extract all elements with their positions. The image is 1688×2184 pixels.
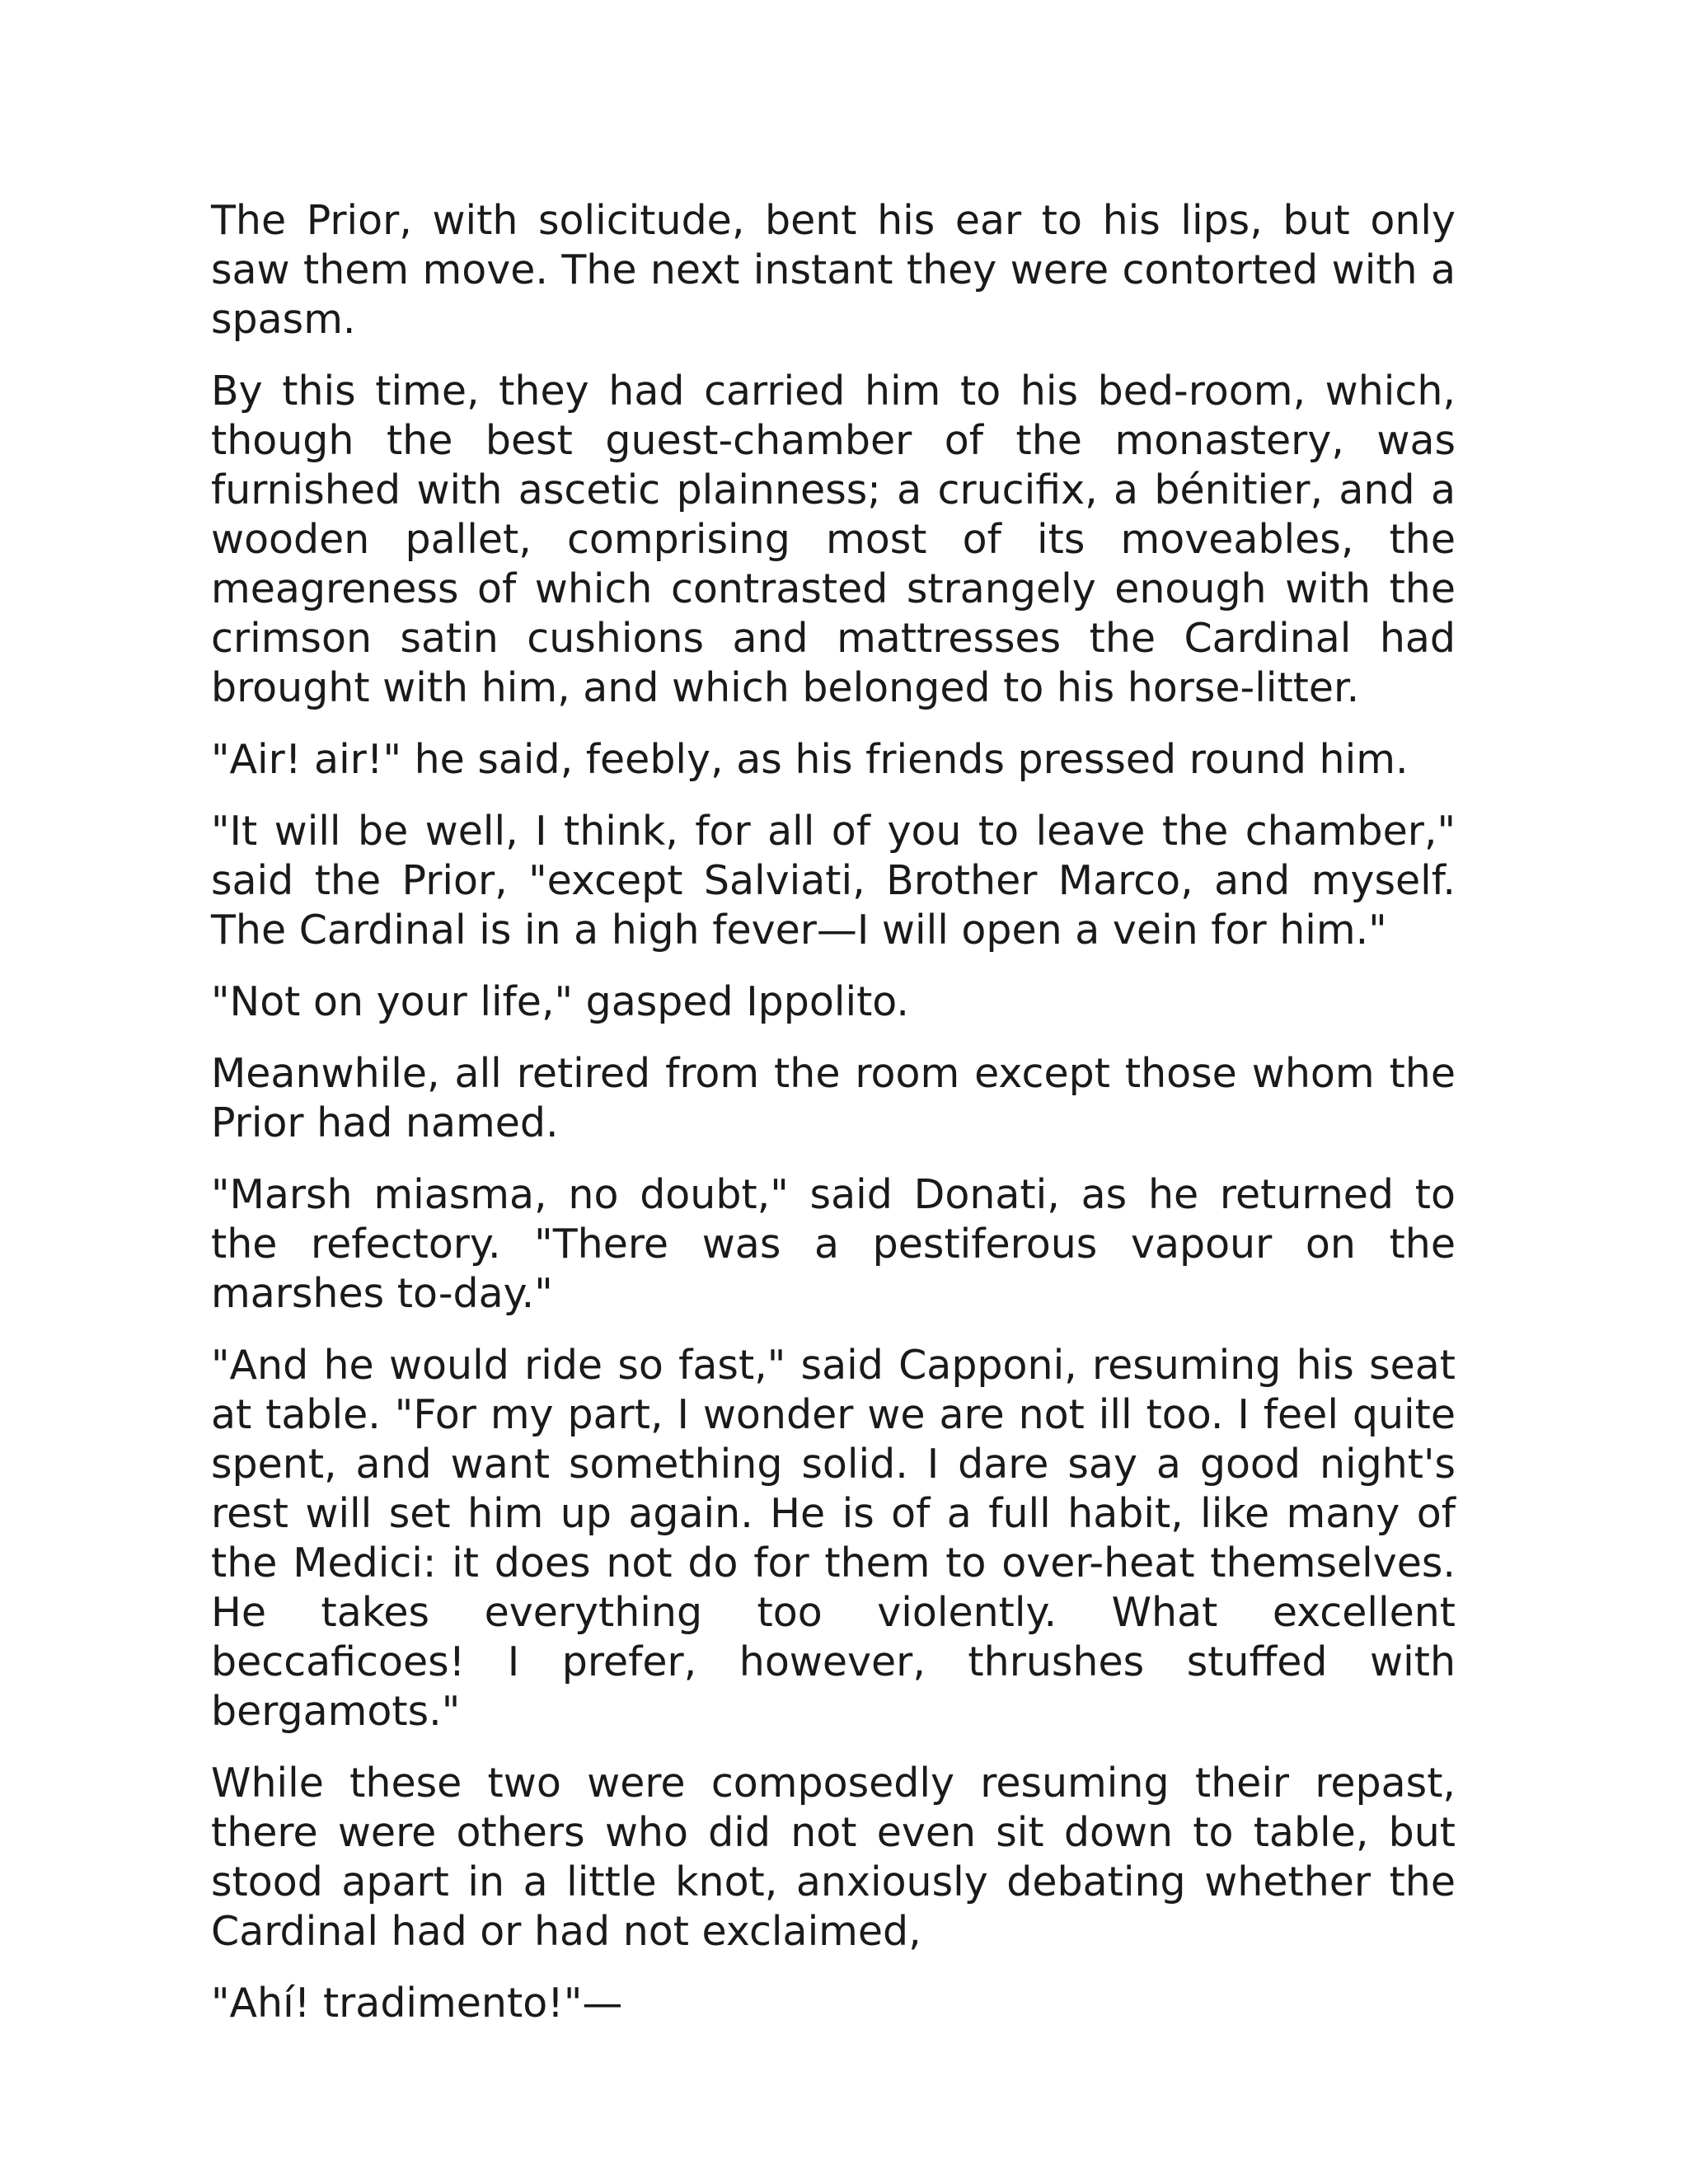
paragraph-4: "It will be well, I think, for all of you to leave the chamber," said the Prior, "except Salviati, Brother Marco, and myself. The Cardinal is in a high fever—I will open a vein for him." — [211, 808, 1456, 954]
paragraph-5: "Not on your life," gasped Ippolito. — [211, 978, 909, 1025]
paragraph-6: Meanwhile, all retired from the room except those whom the Prior had named. — [211, 1050, 1456, 1146]
paragraph-7: "Marsh miasma, no doubt," said Donati, as he returned to the refectory. "There was a pestiferous vapour on the marshes to-day." — [211, 1171, 1456, 1317]
paragraph-3: "Air! air!" he said, feebly, as his friends pressed round him. — [211, 736, 1409, 783]
paragraph-10: "Ahí! tradimento!"— — [211, 1980, 623, 2027]
paragraph-8: "And he would ride so fast," said Capponi, resuming his seat at table. "For my part, I wonder we are not ill too. I feel quite spent, and want something solid. I dare say a good night's rest will set him up again. He is of a full habit, like many of the Medici: it does not do for them to over-heat themselves. He takes everything too violently. What excellent beccaficoes! I prefer, however, thrushes stuffed with bergamots." — [211, 1342, 1456, 1735]
paragraph-2: By this time, they had carried him to his bed-room, which, though the best guest-chamber of the monastery, was furnished with ascetic plainness; a crucifix, a bénitier, and a wooden pallet, comprising most of its moveables, the meagreness of which contrasted strangely enough with the crimson satin cushions and mattresses the Cardinal had brought with him, and which belonged to his horse-litter. — [211, 368, 1456, 711]
paragraph-1: The Prior, with solicitude, bent his ear to his lips, but only saw them move. The next instant they were contorted with a spasm. — [211, 197, 1456, 343]
page-body — [211, 196, 1456, 2050]
paragraph-9: While these two were composedly resuming their repast, there were others who did not even sit down to table, but stood apart in a little knot, anxiously debating whether the Cardinal had or had not exclaimed, — [211, 1760, 1456, 1955]
